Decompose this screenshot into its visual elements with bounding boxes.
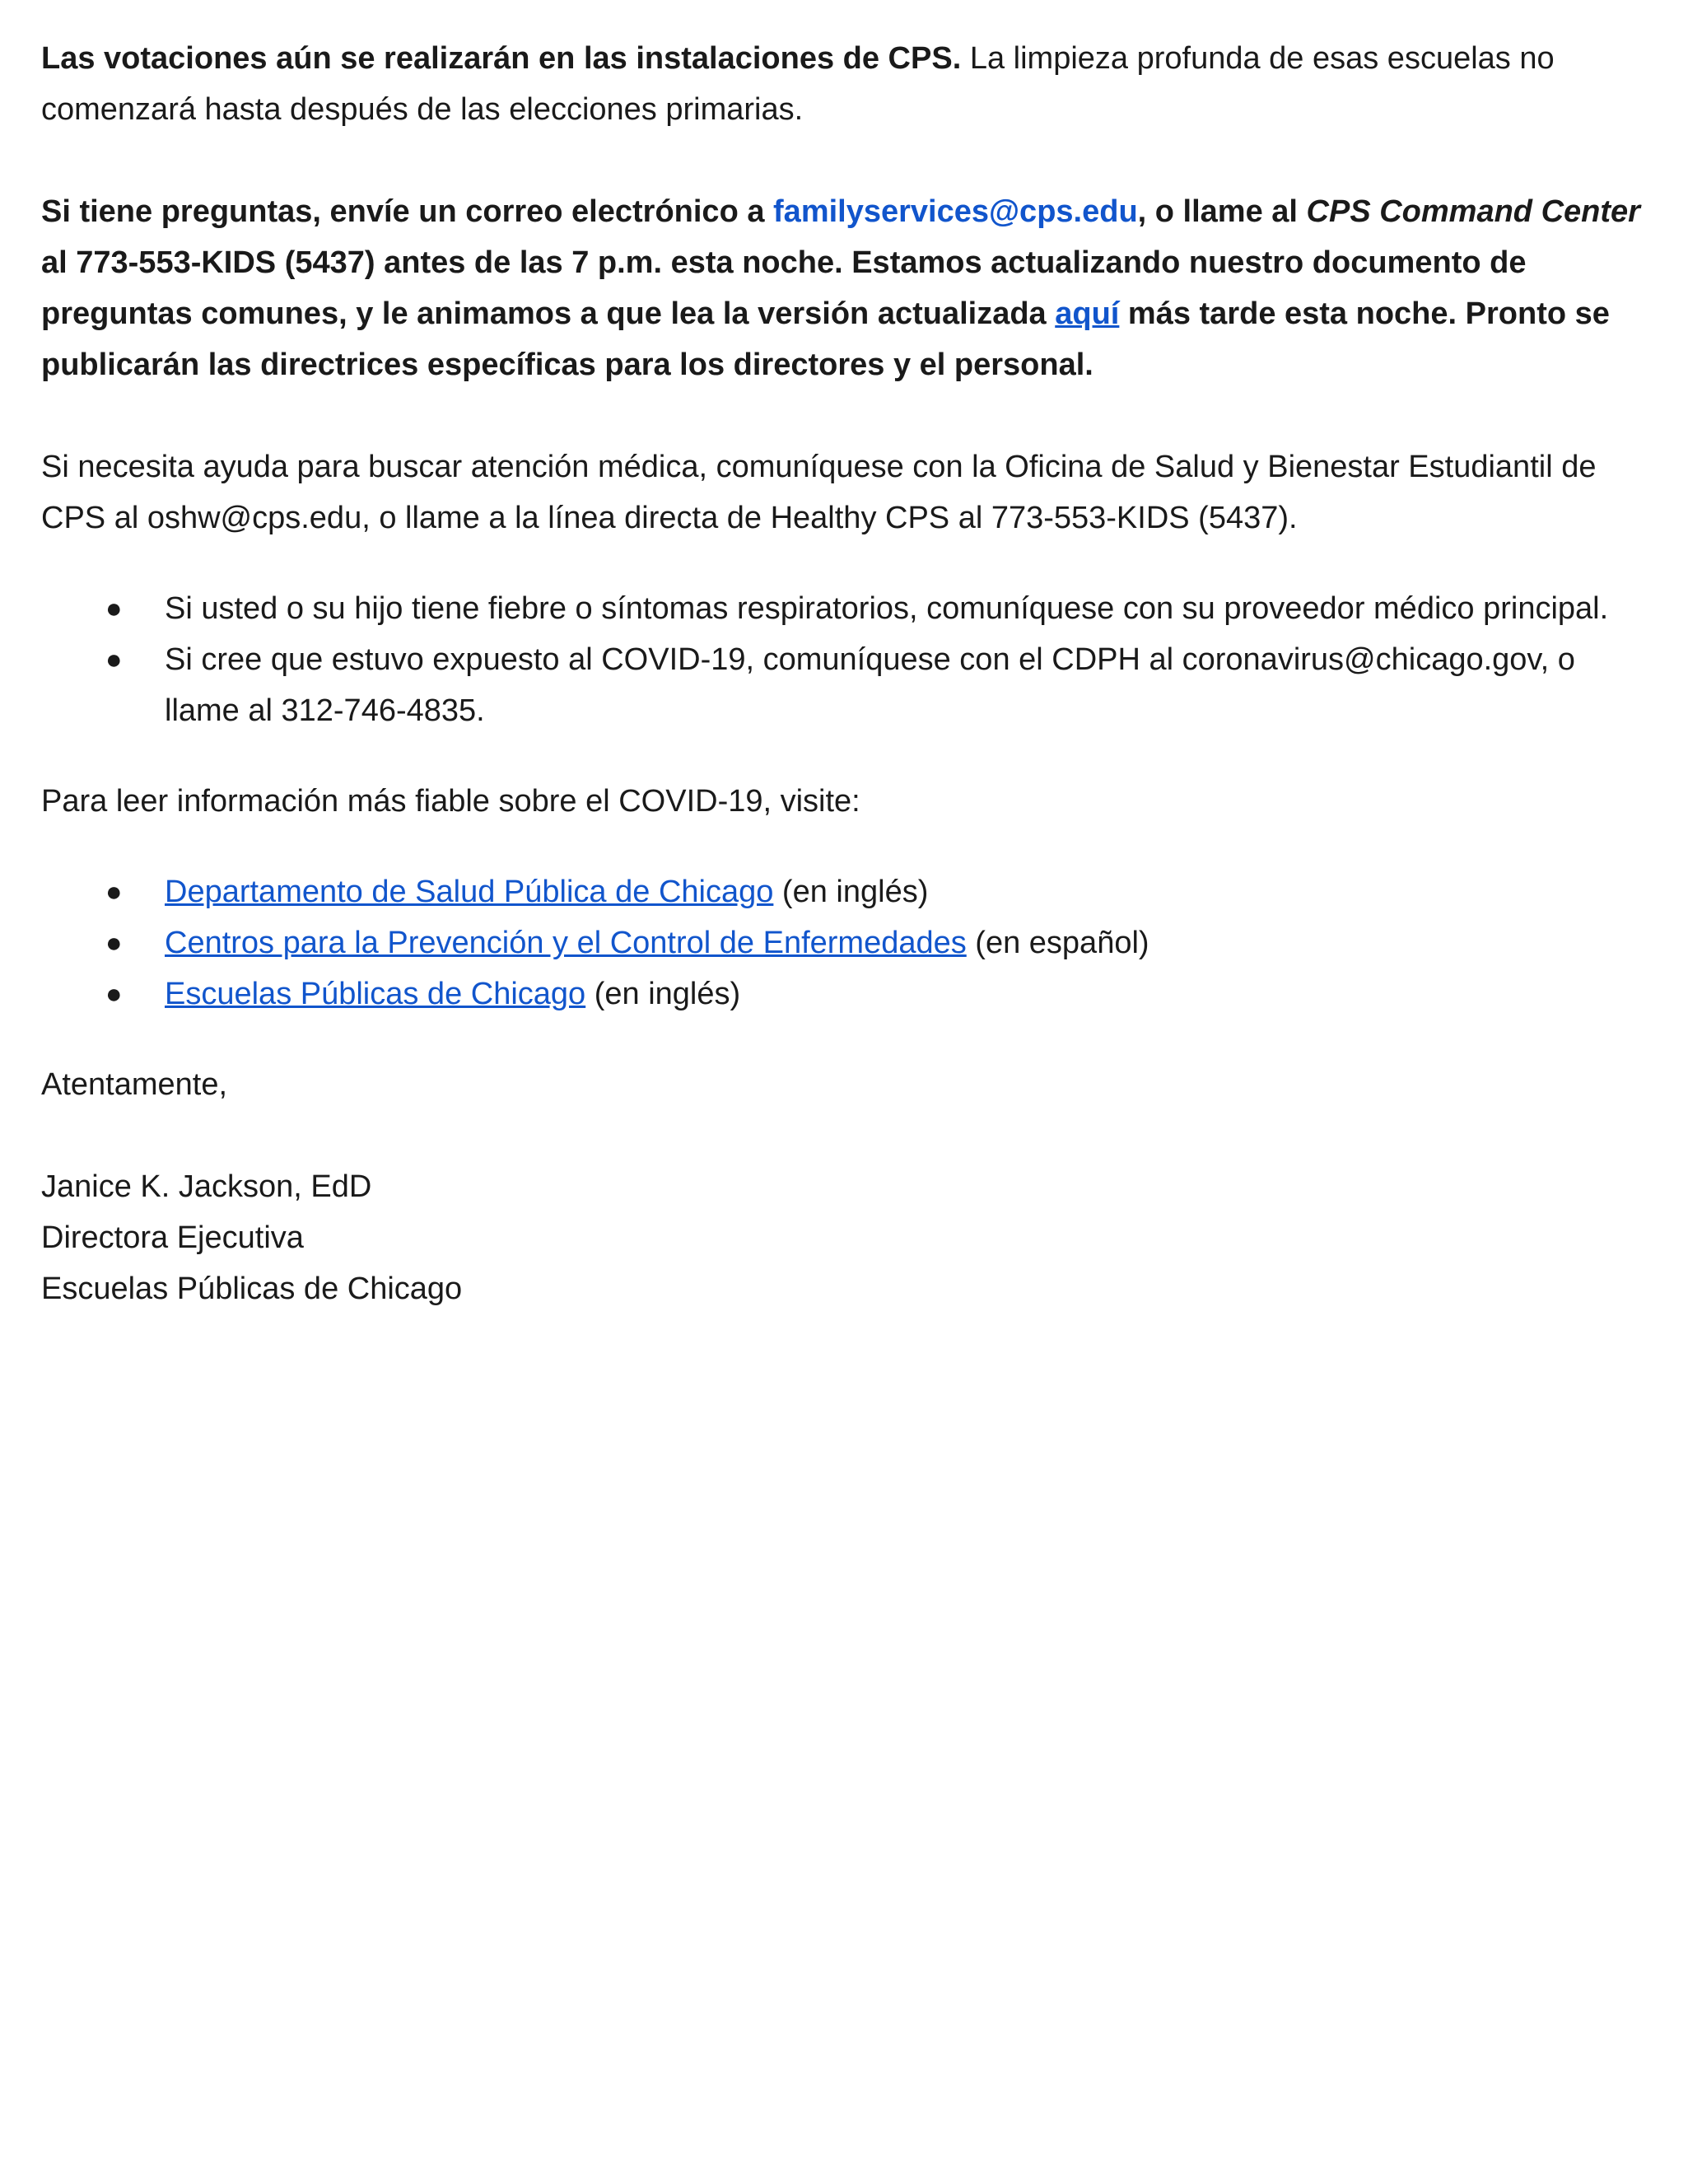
resources-list [41,866,1655,1020]
document-page [41,33,1655,1314]
voting-rest-text: La limpieza profunda de esas escuelas no comenzará hasta después de las elecciones primarias. [41,41,1555,127]
bullet-icon: ● [105,927,123,959]
cps-link[interactable]: Escuelas Públicas de Chicago [165,977,586,1011]
medical-help-paragraph: Si necesita ayuda para buscar atención médica, comuníquese con la Oficina de Salud y Bienestar Estudiantil de CPS al oshw@cps.edu, o llame a la línea directa de Healthy CPS al 773-553-KIDS (5437). [41,450,1597,535]
bullet-icon: ● [105,978,123,1010]
signature-name: Janice K. Jackson, EdD [41,1169,372,1204]
health-guidance-list [41,583,1655,736]
link-suffix: (en inglés) [585,977,741,1011]
spacer [41,827,1655,866]
command-center-text: CPS Command Center [1306,194,1640,229]
questions-text-4: más tarde esta noche. Pronto se publicarán las directrices específicas para los directores y el personal. [41,296,1610,382]
link-suffix: (en español) [966,926,1149,960]
list-item [41,583,1655,634]
voting-bold-text: Las votaciones aún se realizarán en las instalaciones de CPS. [41,41,962,76]
questions-text-2: , o llame al [1137,194,1307,229]
questions-paragraph [41,186,1655,390]
signature-block [41,1161,1655,1314]
list-item [41,917,1655,968]
questions-text-3: al 773-553-KIDS (5437) antes de las 7 p.m. esta noche. Estamos actualizando nuestro documento de preguntas comunes, y le animamos a que lea la versión actualizada [41,245,1527,331]
voting-paragraph [41,33,1655,135]
list-item [41,866,1655,917]
spacer [41,1020,1655,1059]
list-item [41,634,1655,736]
bullet-icon: ● [105,644,123,675]
questions-text-1: Si tiene preguntas, envíe un correo electrónico a [41,194,774,229]
resources-intro: Para leer información más fiable sobre el COVID-19, visite: [41,784,860,819]
link-suffix: (en inglés) [773,875,929,909]
spacer [41,736,1655,776]
aqui-link[interactable]: aquí [1055,296,1120,331]
list-item [41,968,1655,1020]
spacer [41,135,1655,186]
email-familyservices-link[interactable]: familyservices@cps.edu [773,194,1138,229]
signature-title: Directora Ejecutiva [41,1220,304,1255]
bullet-icon: ● [105,876,123,908]
cdc-link[interactable]: Centros para la Prevención y el Control de Enfermedades [165,926,967,960]
bullet-icon: ● [105,593,123,624]
list-item-text: Si usted o su hijo tiene fiebre o síntomas respiratorios, comuníquese con su proveedor médico principal. [165,591,1609,626]
spacer [41,390,1655,441]
spacer [41,544,1655,583]
signature-org: Escuelas Públicas de Chicago [41,1272,463,1306]
spacer [41,1110,1655,1161]
cdph-link[interactable]: Departamento de Salud Pública de Chicago [165,875,774,909]
list-item-text: Si cree que estuvo expuesto al COVID-19, comuníquese con el CDPH al coronavirus@chicago.gov, o llame al 312-746-4835. [165,642,1575,728]
closing-text: Atentamente, [41,1067,228,1102]
